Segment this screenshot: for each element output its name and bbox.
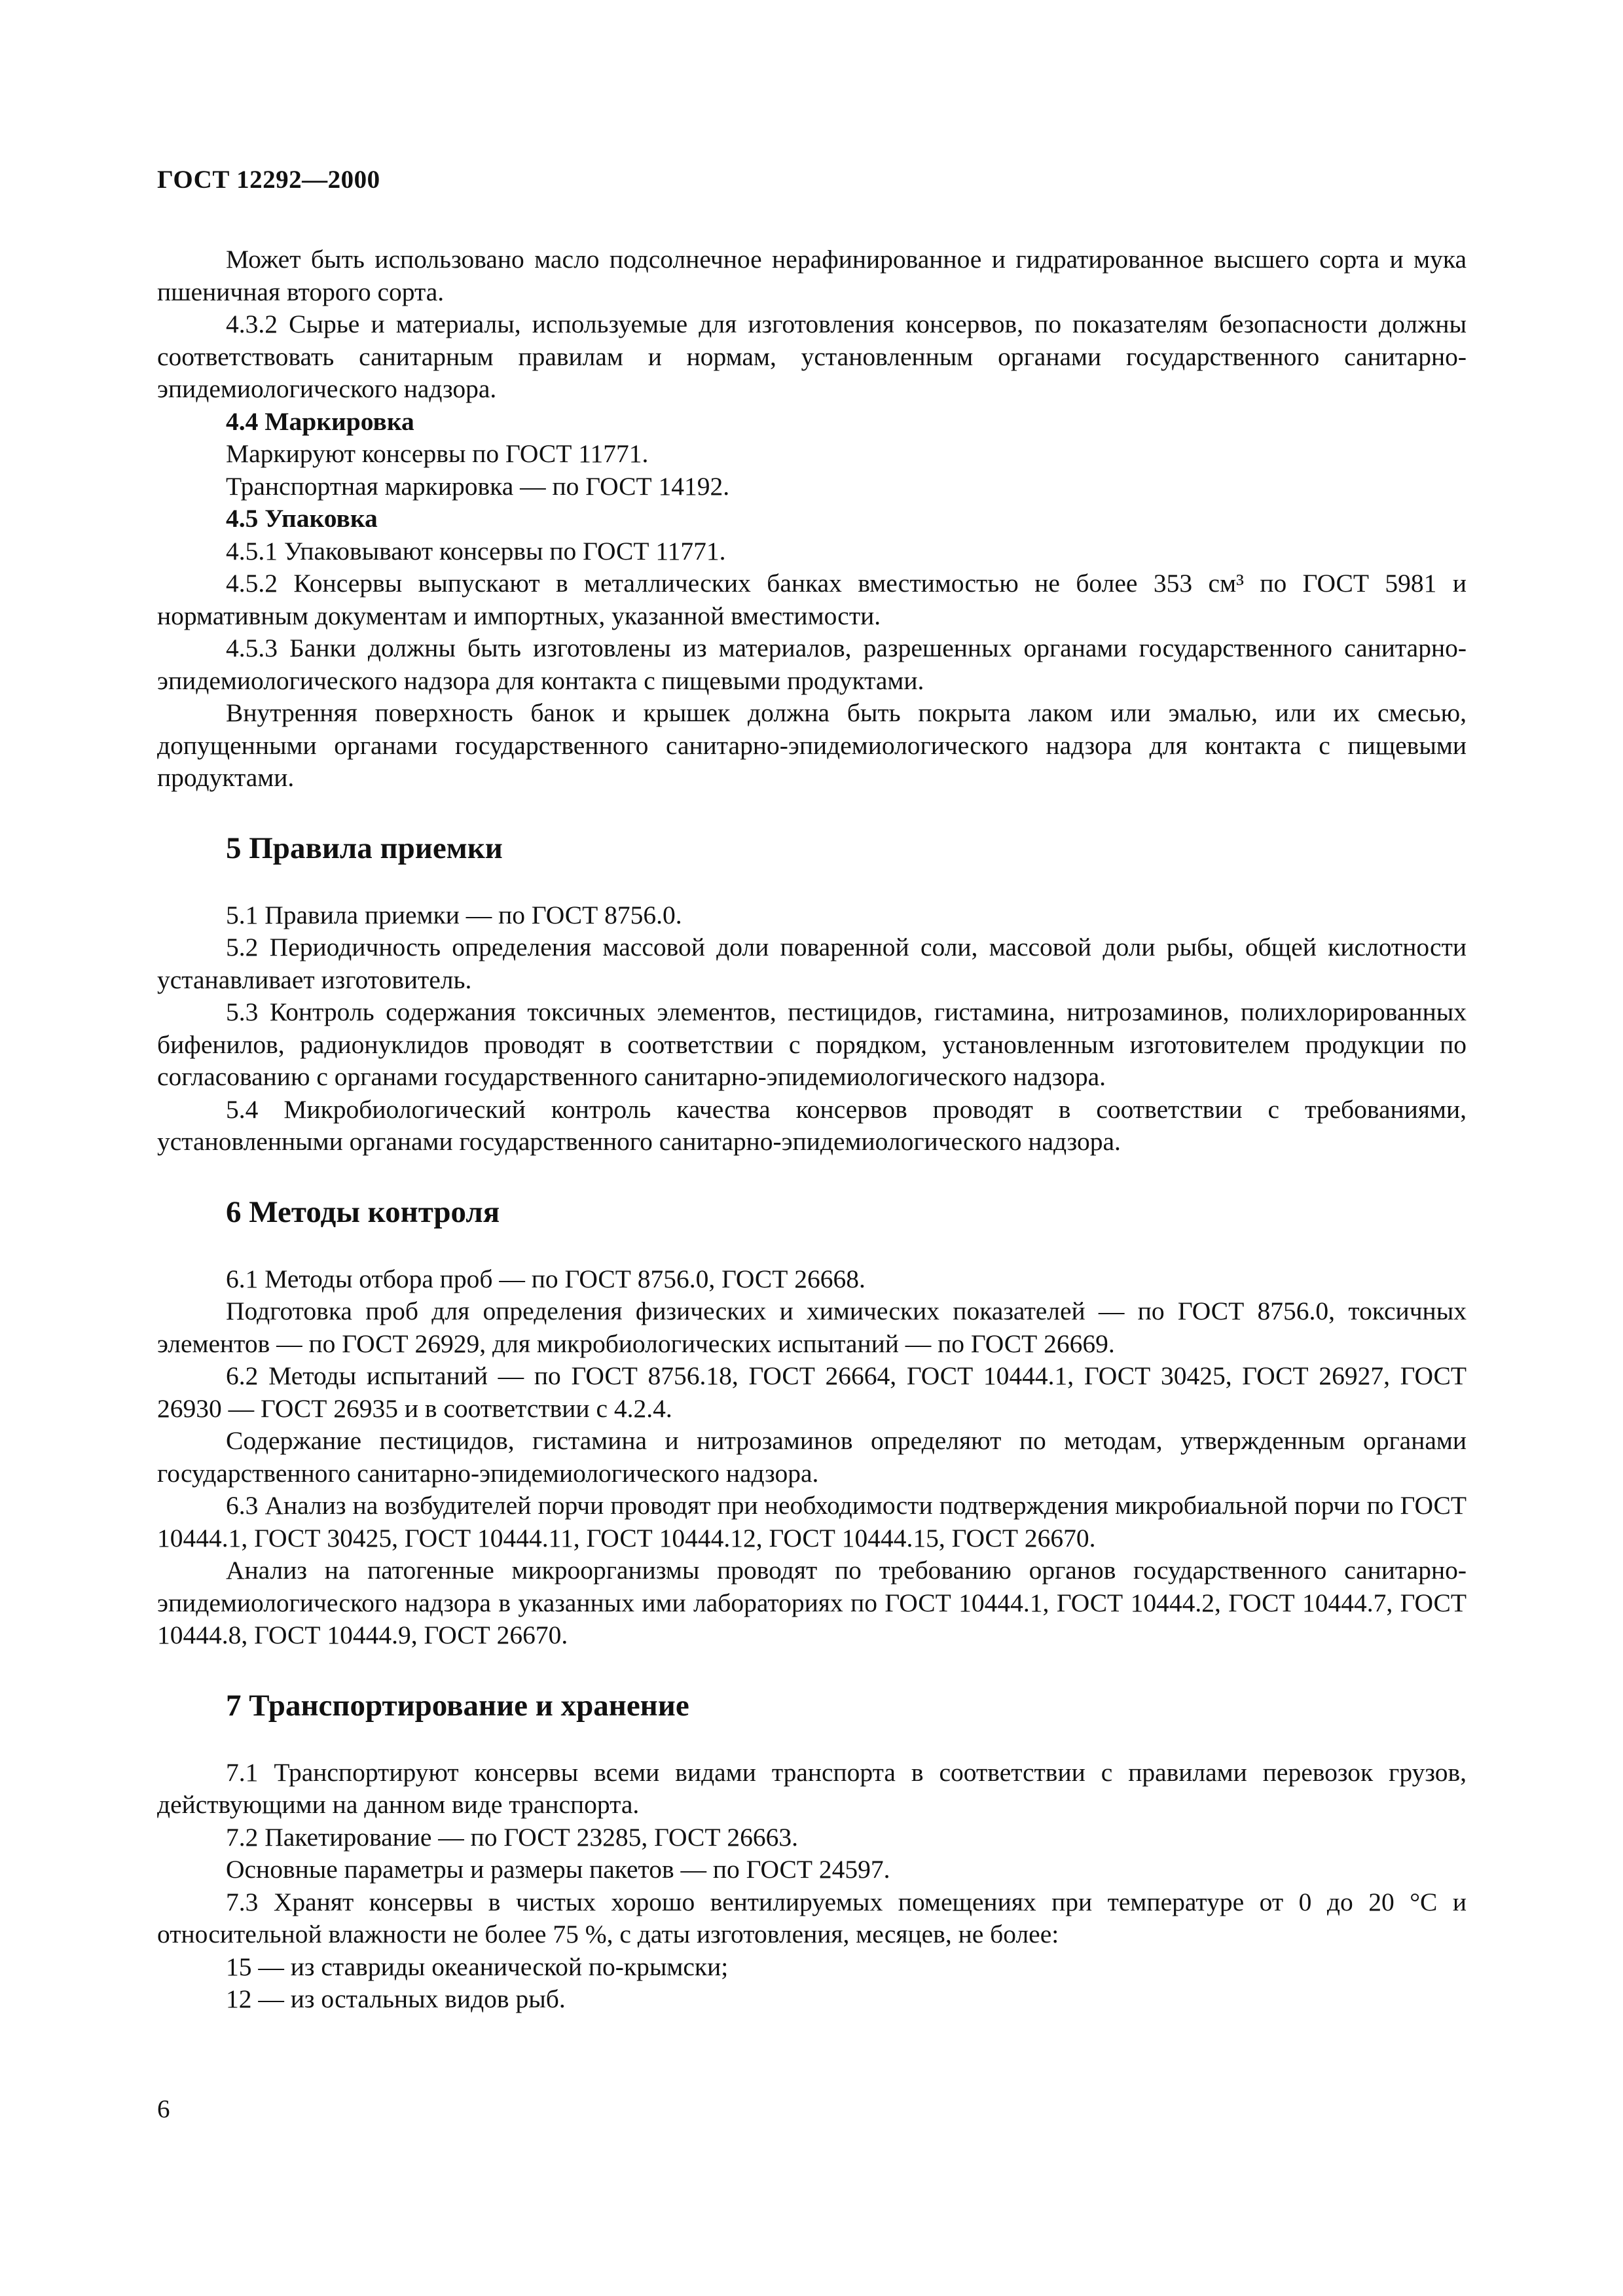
paragraph: 5.1 Правила приемки — по ГОСТ 8756.0.: [226, 900, 682, 929]
paragraph: 12 — из остальных видов рыб.: [226, 1984, 566, 2013]
paragraph: Содержание пестицидов, гистамина и нитрозаминов определяют по методам, утвержденным органами государственного санитарно-эпидемиологического надзора.: [157, 1426, 1467, 1488]
page-number: 6: [157, 2095, 170, 2123]
paragraph: 4.5.2 Консервы выпускают в металлических банках вместимостью не более 353 см³ по ГОСТ 5981 и нормативным документам и импортных, указанной вместимости.: [157, 569, 1467, 630]
paragraph: 5.2 Периодичность определения массовой доли поваренной соли, массовой доли рыбы, общей кислотности устанавливает изготовитель.: [157, 933, 1467, 994]
section-heading: 5 Правила приемки: [226, 831, 503, 865]
paragraph: 4.5.1 Упаковывают консервы по ГОСТ 11771.: [226, 536, 726, 565]
paragraph: 4.3.2 Сырье и материалы, используемые для изготовления консервов, по показателям безопасности должны соответствовать санитарным правилам и нормам, установленным органами государственного санитарно-эпидемиологического надзора.: [157, 310, 1467, 403]
subsection-title: 4.4 Маркировка: [226, 406, 414, 436]
document-header: ГОСТ 12292—2000: [157, 166, 380, 194]
section-heading: 6 Методы контроля: [226, 1194, 500, 1229]
paragraph: Анализ на патогенные микроорганизмы проводят по требованию органов государственного санитарно-эпидемиологического надзора в указанных ими лабораториях по ГОСТ 10444.1, ГОСТ 10444.2, ГОСТ 10444.7, ГОСТ 10444.8, ГОСТ 10444.9, ГОСТ 26670.: [157, 1556, 1467, 1649]
paragraph: 5.3 Контроль содержания токсичных элементов, пестицидов, гистамина, нитрозаминов, полихлорированных бифенилов, радионуклидов проводят в соответствии с порядком, установленным изготовителем продукции по согласованию с органами государственного санитарно-эпидемиологического надзора.: [157, 997, 1467, 1091]
paragraph: 7.2 Пакетирование — по ГОСТ 23285, ГОСТ 26663.: [226, 1822, 798, 1852]
paragraph: Транспортная маркировка — по ГОСТ 14192.: [226, 471, 730, 501]
paragraph: Маркируют консервы по ГОСТ 11771.: [226, 439, 649, 468]
spacer: [157, 1652, 1467, 1686]
spacer: [157, 868, 1467, 899]
spacer: [157, 1725, 1467, 1757]
paragraph: Внутренняя поверхность банок и крышек должна быть покрыта лаком или эмалью, или их смесью, допущенными органами государственного санитарно-эпидемиологического надзора для контакта с пищевыми продуктами.: [157, 698, 1467, 792]
document-body: [157, 243, 1467, 2016]
section-heading: 7 Транспортирование и хранение: [226, 1688, 689, 1723]
spacer: [157, 1232, 1467, 1263]
paragraph: 5.4 Микробиологический контроль качества консервов проводят в соответствии с требованиями, установленными органами государственного санитарно-эпидемиологического надзора.: [157, 1094, 1467, 1156]
paragraph: 7.3 Хранят консервы в чистых хорошо вентилируемых помещениях при температуре от 0 до 20 °С и относительной влажности не более 75 %, с даты изготовления, месяцев, не более:: [157, 1887, 1467, 1948]
paragraph: Подготовка проб для определения физических и химических показателей — по ГОСТ 8756.0, токсичных элементов — по ГОСТ 26929, для микробиологических испытаний — по ГОСТ 26669.: [157, 1297, 1467, 1358]
paragraph: 4.5.3 Банки должны быть изготовлены из материалов, разрешенных органами государственного санитарно-эпидемиологического надзора для контакта с пищевыми продуктами.: [157, 634, 1467, 695]
paragraph: Может быть использовано масло подсолнечное нерафинированное и гидратированное высшего сорта и мука пшеничная второго сорта.: [157, 245, 1467, 306]
paragraph: 6.2 Методы испытаний — по ГОСТ 8756.18, ГОСТ 26664, ГОСТ 10444.1, ГОСТ 30425, ГОСТ 26927, ГОСТ 26930 — ГОСТ 26935 и в соответствии с 4.2.4.: [157, 1361, 1467, 1423]
paragraph: Основные параметры и размеры пакетов — по ГОСТ 24597.: [226, 1855, 890, 1884]
spacer: [157, 795, 1467, 829]
paragraph: 6.1 Методы отбора проб — по ГОСТ 8756.0, ГОСТ 26668.: [226, 1264, 866, 1293]
subsection-title: 4.5 Упаковка: [226, 504, 378, 533]
spacer: [157, 1158, 1467, 1193]
paragraph: 7.1 Транспортируют консервы всеми видами транспорта в соответствии с правилами перевозок грузов, действующими на данном виде транспорта.: [157, 1757, 1467, 1819]
paragraph: 6.3 Анализ на возбудителей порчи проводят при необходимости подтверждения микробиальной порчи по ГОСТ 10444.1, ГОСТ 30425, ГОСТ 10444.11, ГОСТ 10444.12, ГОСТ 10444.15, ГОСТ 26670.: [157, 1491, 1467, 1552]
paragraph: 15 — из ставриды океанической по-крымски;: [226, 1952, 729, 1981]
